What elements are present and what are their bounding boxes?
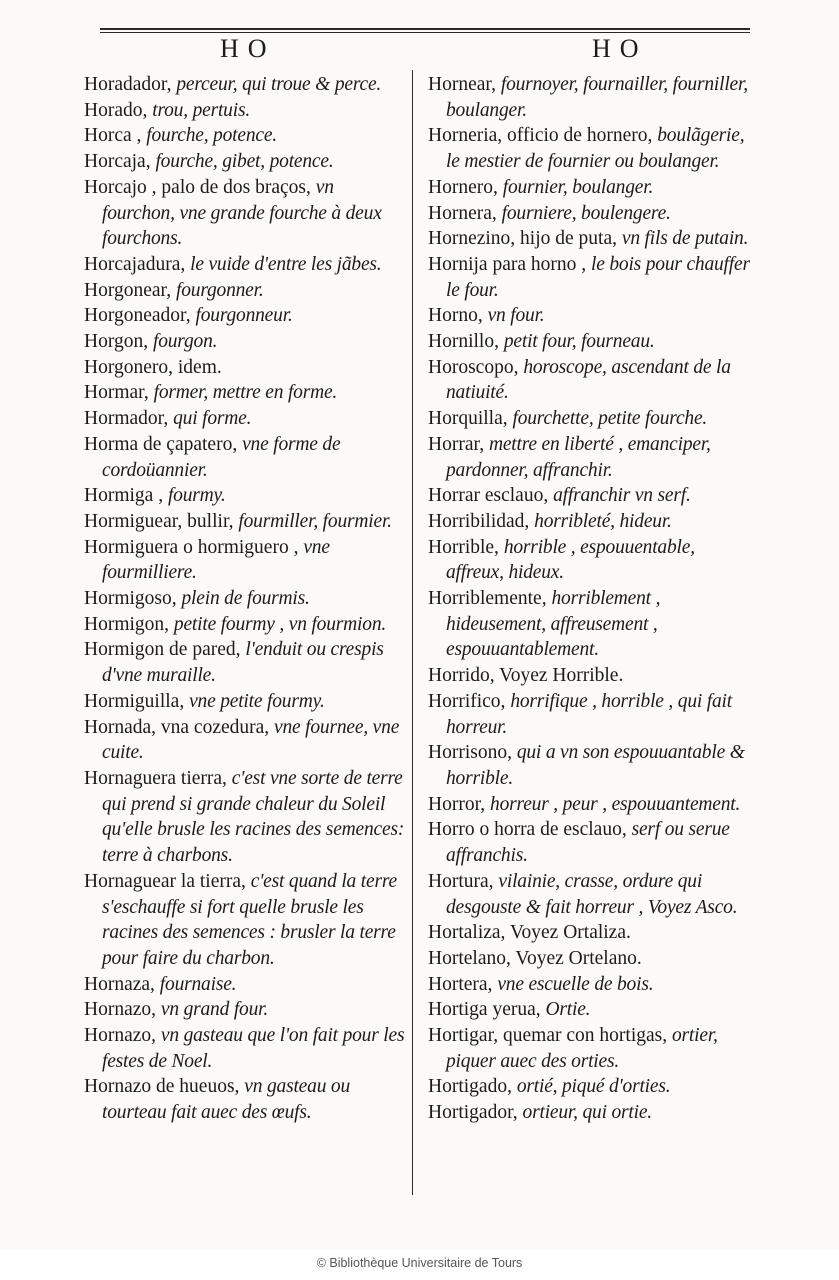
entry-translation: vilainie, crasse, ordure qui desgouste & fait horreur , Voyez Asco.	[446, 870, 738, 918]
entry-headword: Horgon,	[84, 331, 149, 353]
dictionary-entry	[428, 920, 753, 946]
dictionary-entry	[84, 175, 406, 252]
dictionary-entry	[428, 586, 753, 663]
entry-translation: fourgonneur.	[195, 305, 293, 327]
entry-translation: vn gasteau que l'on fait pour les festes de Noel.	[102, 1025, 405, 1072]
entry-translation: fourniere, boulengere.	[501, 202, 671, 224]
dictionary-entry	[428, 303, 753, 329]
dictionary-entry	[84, 252, 406, 278]
entry-translation: vn grand four.	[160, 999, 269, 1021]
dictionary-entry	[428, 432, 753, 483]
entry-translation: le bois pour chauffer le four.	[446, 253, 750, 301]
dictionary-entry	[428, 869, 753, 920]
entry-translation: petit four, fourneau.	[503, 331, 655, 353]
entry-translation: vn fourchon, vne grande fourche à deux fourchons.	[102, 176, 382, 250]
entry-translation: affranchir vn serf.	[553, 485, 691, 507]
entry-headword: Hortigado,	[428, 1076, 512, 1098]
entry-headword: Horror,	[428, 793, 486, 815]
entry-translation: horribleté, hideur.	[534, 510, 672, 532]
dictionary-entry	[428, 406, 753, 432]
dictionary-entry	[84, 278, 406, 304]
dictionary-entry	[428, 1100, 753, 1126]
entry-headword: Horma de çapatero,	[84, 433, 238, 455]
entry-translation: le vuide d'entre les jãbes.	[190, 253, 382, 275]
entry-headword: Horgoneador,	[84, 305, 191, 327]
dictionary-entry	[428, 946, 753, 972]
header-rule	[100, 28, 750, 30]
dictionary-entry	[428, 201, 753, 227]
dictionary-entry	[428, 226, 753, 252]
dictionary-entry	[84, 123, 406, 149]
entry-translation: vn gasteau ou tourteau fait auec des œufs.	[102, 1076, 351, 1124]
dictionary-entry	[428, 535, 753, 586]
dictionary-entry	[84, 406, 406, 432]
entry-headword: Horcajadura,	[84, 253, 186, 275]
entry-translation: fournaise.	[159, 973, 237, 995]
entry-headword: Horribilidad,	[428, 510, 530, 532]
entry-headword: Hornillo,	[428, 331, 499, 353]
entry-translation: fournier, boulanger.	[502, 176, 654, 198]
copyright-footer: © Bibliothèque Universitaire de Tours	[316, 1256, 523, 1270]
entry-translation: vne fournee, vne cuite.	[102, 716, 400, 764]
entry-headword: Hornazo,	[84, 999, 157, 1021]
entry-headword: Horado,	[84, 99, 148, 121]
dictionary-entry	[428, 175, 753, 201]
entry-headword: Horquilla,	[428, 408, 508, 430]
entry-headword: Horgonero, idem.	[84, 356, 222, 378]
entry-translation: horrible , espouuentable, affreux, hideux.	[446, 536, 695, 584]
dictionary-entry	[84, 637, 406, 688]
dictionary-entry	[84, 355, 406, 381]
entry-headword: Hortaliza, Voyez Ortaliza.	[428, 922, 631, 944]
entry-headword: Hormigon,	[84, 613, 170, 635]
dictionary-entry	[84, 98, 406, 124]
entry-headword: Hortigador,	[428, 1102, 518, 1124]
entry-translation: qui forme.	[173, 408, 252, 430]
entry-translation: plein de fourmis.	[181, 588, 310, 610]
dictionary-entry	[428, 355, 753, 406]
entry-translation: vne petite fourmy.	[189, 690, 325, 712]
dictionary-entry	[84, 689, 406, 715]
entry-headword: Horrifico,	[428, 690, 506, 712]
entry-translation: fourgon.	[152, 331, 218, 353]
dictionary-entry	[84, 612, 406, 638]
entry-translation: petite fourmy , vn fourmion.	[173, 613, 387, 635]
left-column	[84, 72, 406, 1126]
dictionary-entry	[428, 329, 753, 355]
entry-translation: fourche, potence.	[146, 125, 277, 147]
entry-headword: Hornazo,	[84, 1025, 157, 1047]
entry-headword: Hormiguera o hormiguero ,	[84, 536, 299, 558]
dictionary-entry	[84, 380, 406, 406]
entry-translation: former, mettre en forme.	[153, 382, 338, 404]
dictionary-entry	[428, 509, 753, 535]
dictionary-entry	[84, 997, 406, 1023]
entry-translation: perceur, qui troue & perce.	[176, 74, 382, 95]
entry-headword: Hortelano, Voyez Ortelano.	[428, 947, 642, 969]
entry-headword: Horrido, Voyez Horrible.	[428, 665, 624, 687]
dictionary-entry	[84, 303, 406, 329]
dictionary-entry	[84, 1023, 406, 1074]
dictionary-entry	[428, 72, 753, 123]
entry-headword: Horneria, officio de hornero,	[428, 125, 653, 147]
entry-translation: fourmy.	[167, 485, 226, 507]
entry-translation: fourmiller, fourmier.	[238, 510, 392, 532]
dictionary-entry	[428, 123, 753, 174]
column-divider	[412, 70, 413, 1195]
running-header	[100, 28, 750, 62]
entry-headword: Hornear,	[428, 74, 496, 95]
dictionary-entry	[84, 509, 406, 535]
entry-translation: horrifique , horrible , qui fait horreur.	[446, 690, 732, 738]
entry-headword: Hortera,	[428, 973, 493, 995]
entry-translation: horreur , peur , espouuantement.	[490, 793, 741, 815]
dictionary-entry	[428, 663, 753, 689]
entry-translation: boulãgerie, le mestier de fournier ou boulanger.	[446, 125, 745, 173]
entry-translation: l'enduit ou crespis d'vne muraille.	[102, 639, 384, 687]
entry-headword: Horrisono,	[428, 742, 512, 764]
entry-translation: Ortie.	[545, 999, 591, 1021]
dictionary-entry	[428, 252, 753, 303]
entry-translation: fourchette, petite fourche.	[512, 408, 708, 430]
entry-headword: Hornezino, hijo de puta,	[428, 228, 617, 250]
entry-translation: horriblement , hideusement, affreusement , espouuantablement.	[446, 588, 661, 661]
dictionary-entry	[84, 1074, 406, 1125]
entry-translation: c'est quand la terre s'eschauffe si fort quelle brusle les racines des semences : brusler la terre pour faire du charbon.	[102, 870, 397, 969]
entry-translation: vn four.	[487, 305, 545, 327]
dictionary-entry	[84, 869, 406, 972]
dictionary-entry	[428, 740, 753, 791]
entry-headword: Horro o horra de esclauo,	[428, 819, 627, 841]
dictionary-entry	[84, 972, 406, 998]
dictionary-entry	[84, 149, 406, 175]
entry-headword: Horoscopo,	[428, 356, 519, 378]
dictionary-entry	[84, 329, 406, 355]
entry-translation: mettre en liberté , emanciper, pardonner, affranchir.	[446, 433, 711, 481]
entry-headword: Horno,	[428, 305, 483, 327]
entry-headword: Hornaguera tierra,	[84, 767, 227, 789]
dictionary-entry	[84, 715, 406, 766]
entry-translation: ortieur, qui ortie.	[522, 1102, 652, 1124]
entry-translation: ortier, piquer auec des orties.	[446, 1025, 718, 1072]
dictionary-entry	[428, 817, 753, 868]
entry-headword: Horrible,	[428, 536, 499, 558]
entry-translation: serf ou serue affranchis.	[446, 819, 730, 867]
entry-headword: Hormiguilla,	[84, 690, 185, 712]
entry-headword: Hortura,	[428, 870, 494, 892]
entry-translation: fournoyer, fournailler, fourniller, boulanger.	[446, 74, 748, 121]
entry-headword: Horcajo , palo de dos braços,	[84, 176, 311, 198]
entry-headword: Horadador,	[84, 74, 172, 95]
entry-headword: Hortigar, quemar con hortigas,	[428, 1025, 668, 1047]
entry-headword: Hormigon de pared,	[84, 639, 241, 661]
entry-headword: Hormigoso,	[84, 588, 177, 610]
entry-translation: horoscope, ascendant de la natiuité.	[446, 356, 731, 404]
entry-headword: Hormar,	[84, 382, 149, 404]
dictionary-entry	[428, 1023, 753, 1074]
dictionary-entry	[84, 766, 406, 869]
entry-headword: Hornaza,	[84, 973, 155, 995]
entry-headword: Hornija para horno ,	[428, 253, 587, 275]
dictionary-entry	[428, 689, 753, 740]
dictionary-entry	[428, 972, 753, 998]
entry-headword: Hornera,	[428, 202, 497, 224]
entry-headword: Hortiga yerua,	[428, 999, 541, 1021]
entry-headword: Hormiga ,	[84, 485, 164, 507]
entry-headword: Hornero,	[428, 176, 498, 198]
dictionary-entry	[84, 535, 406, 586]
entry-headword: Horca ,	[84, 125, 142, 147]
right-column	[428, 72, 753, 1126]
dictionary-entry	[428, 997, 753, 1023]
entry-headword: Horriblemente,	[428, 588, 547, 610]
dictionary-entry	[84, 586, 406, 612]
entry-translation: ortié, piqué d'orties.	[516, 1076, 671, 1098]
dictionary-entry	[84, 483, 406, 509]
entry-headword: Horcaja,	[84, 151, 151, 173]
entry-translation: c'est vne sorte de terre qui prend si grande chaleur du Soleil qu'elle brusle les racines des semences: terre à charbons.	[102, 767, 405, 867]
header-rule-thin	[100, 32, 750, 33]
entry-headword: Hornaguear la tierra,	[84, 870, 246, 892]
dictionary-entry	[84, 72, 406, 98]
entry-translation: trou, pertuis.	[152, 99, 251, 121]
entry-headword: Horgonear,	[84, 279, 172, 301]
entry-headword: Hormador,	[84, 408, 169, 430]
entry-translation: qui a vn son espouuantable & horrible.	[446, 742, 745, 789]
entry-translation: vne escuelle de bois.	[497, 973, 654, 995]
entry-translation: fourgonner.	[176, 279, 264, 301]
dictionary-entry	[428, 1074, 753, 1100]
entry-translation: vne forme de cordoüannier.	[102, 433, 341, 481]
entry-headword: Horrar esclauo,	[428, 485, 549, 507]
entry-headword: Hornazo de hueuos,	[84, 1076, 240, 1098]
dictionary-entry	[84, 432, 406, 483]
dictionary-entry	[428, 483, 753, 509]
entry-headword: Horrar,	[428, 433, 485, 455]
dictionary-entry	[428, 792, 753, 818]
header-right: HO	[592, 34, 648, 63]
entry-translation: vn fils de putain.	[621, 228, 749, 250]
entry-translation: vne fourmilliere.	[102, 536, 330, 584]
entry-headword: Hornada, vna cozedura,	[84, 716, 270, 738]
entry-translation: fourche, gibet, potence.	[155, 151, 334, 173]
header-left: HO	[220, 34, 276, 63]
entry-headword: Hormiguear, bullir,	[84, 510, 234, 532]
